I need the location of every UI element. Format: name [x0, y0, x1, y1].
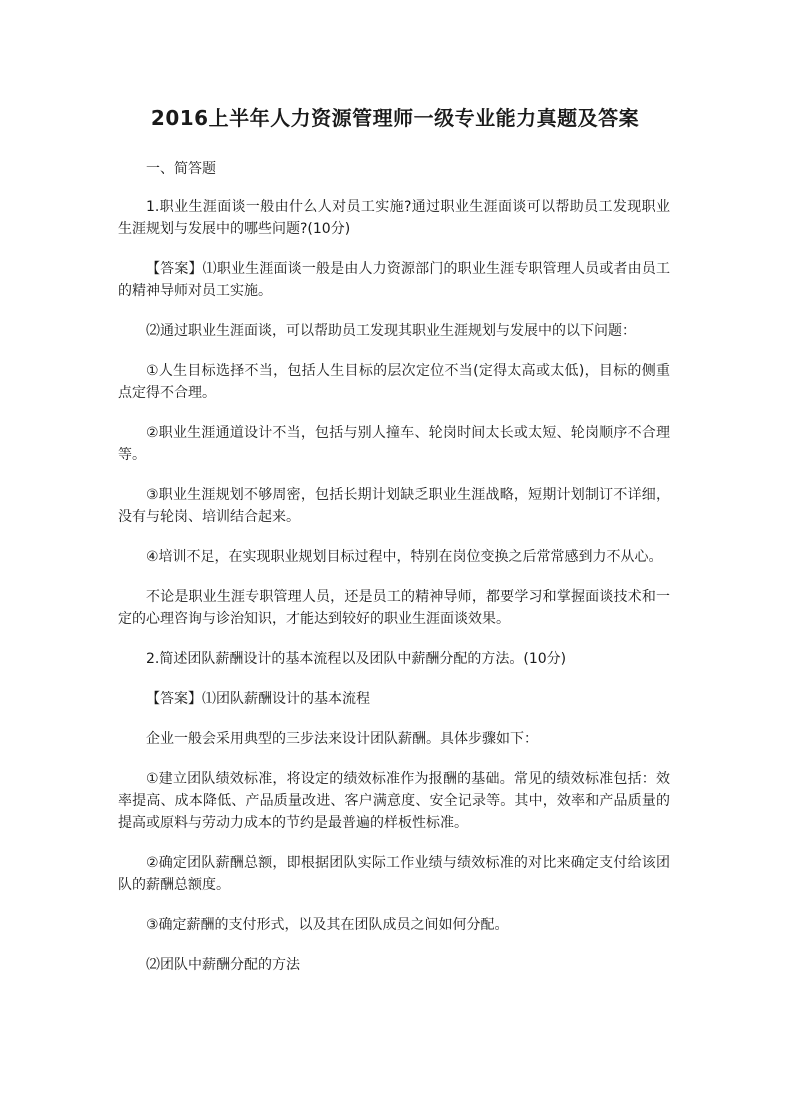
answer-2-part-2: ⑵团队中薪酬分配的方法	[146, 957, 300, 973]
answer-2-step-2: ②确定团队薪酬总额，即根据团队实际工作业绩与绩效标准的对比来确定支付给该团队的薪酬总额度。	[118, 855, 670, 893]
answer-2-intro: 企业一般会采用典型的三步法来设计团队薪酬。具体步骤如下：	[146, 731, 538, 747]
document-body	[118, 158, 670, 994]
question-2: 2.简述团队薪酬设计的基本流程以及团队中薪酬分配的方法。(10分)	[146, 651, 567, 667]
answer-1-part-2: ⑵通过职业生涯面谈，可以帮助员工发现其职业生涯规划与发展中的以下问题：	[146, 323, 636, 339]
answer-2-step-3: ③确定薪酬的支付形式，以及其在团队成员之间如何分配。	[146, 917, 509, 933]
answer-2-part-1: 【答案】⑴团队薪酬设计的基本流程	[146, 691, 370, 707]
answer-1-item-4: ④培训不足，在实现职业规划目标过程中，特别在岗位变换之后常常感到力不从心。	[146, 549, 663, 565]
question-1: 1.职业生涯面谈一般由什么人对员工实施?通过职业生涯面谈可以帮助员工发现职业生涯规划与发展中的哪些问题?(10分)	[118, 199, 670, 237]
answer-1-item-2: ②职业生涯通道设计不当，包括与别人撞车、轮岗时间太长或太短、轮岗顺序不合理等。	[118, 425, 670, 463]
answer-2-step-1: ①建立团队绩效标准，将设定的绩效标准作为报酬的基础。常见的绩效标准包括：效率提高、成本降低、产品质量改进、客户满意度、安全记录等。其中，效率和产品质量的提高或原料与劳动力成本的节约是最普遍的样板性标准。	[118, 771, 670, 831]
answer-1-item-1: ①人生目标选择不当，包括人生目标的层次定位不当(定得太高或太低)，目标的侧重点定得不合理。	[118, 363, 670, 401]
answer-1-part-1: 【答案】⑴职业生涯面谈一般是由人力资源部门的职业生涯专职管理人员或者由员工的精神导师对员工实施。	[118, 261, 670, 299]
answer-1-summary: 不论是职业生涯专职管理人员，还是员工的精神导师，都要学习和掌握面谈技术和一定的心理咨询与诊治知识，才能达到较好的职业生涯面谈效果。	[118, 589, 670, 627]
answer-1-item-3: ③职业生涯规划不够周密，包括长期计划缺乏职业生涯战略，短期计划制订不详细，没有与轮岗、培训结合起来。	[118, 487, 670, 525]
document-title: 2016上半年人力资源管理师一级专业能力真题及答案	[150, 106, 640, 130]
section-heading: 一、简答题	[146, 161, 216, 177]
